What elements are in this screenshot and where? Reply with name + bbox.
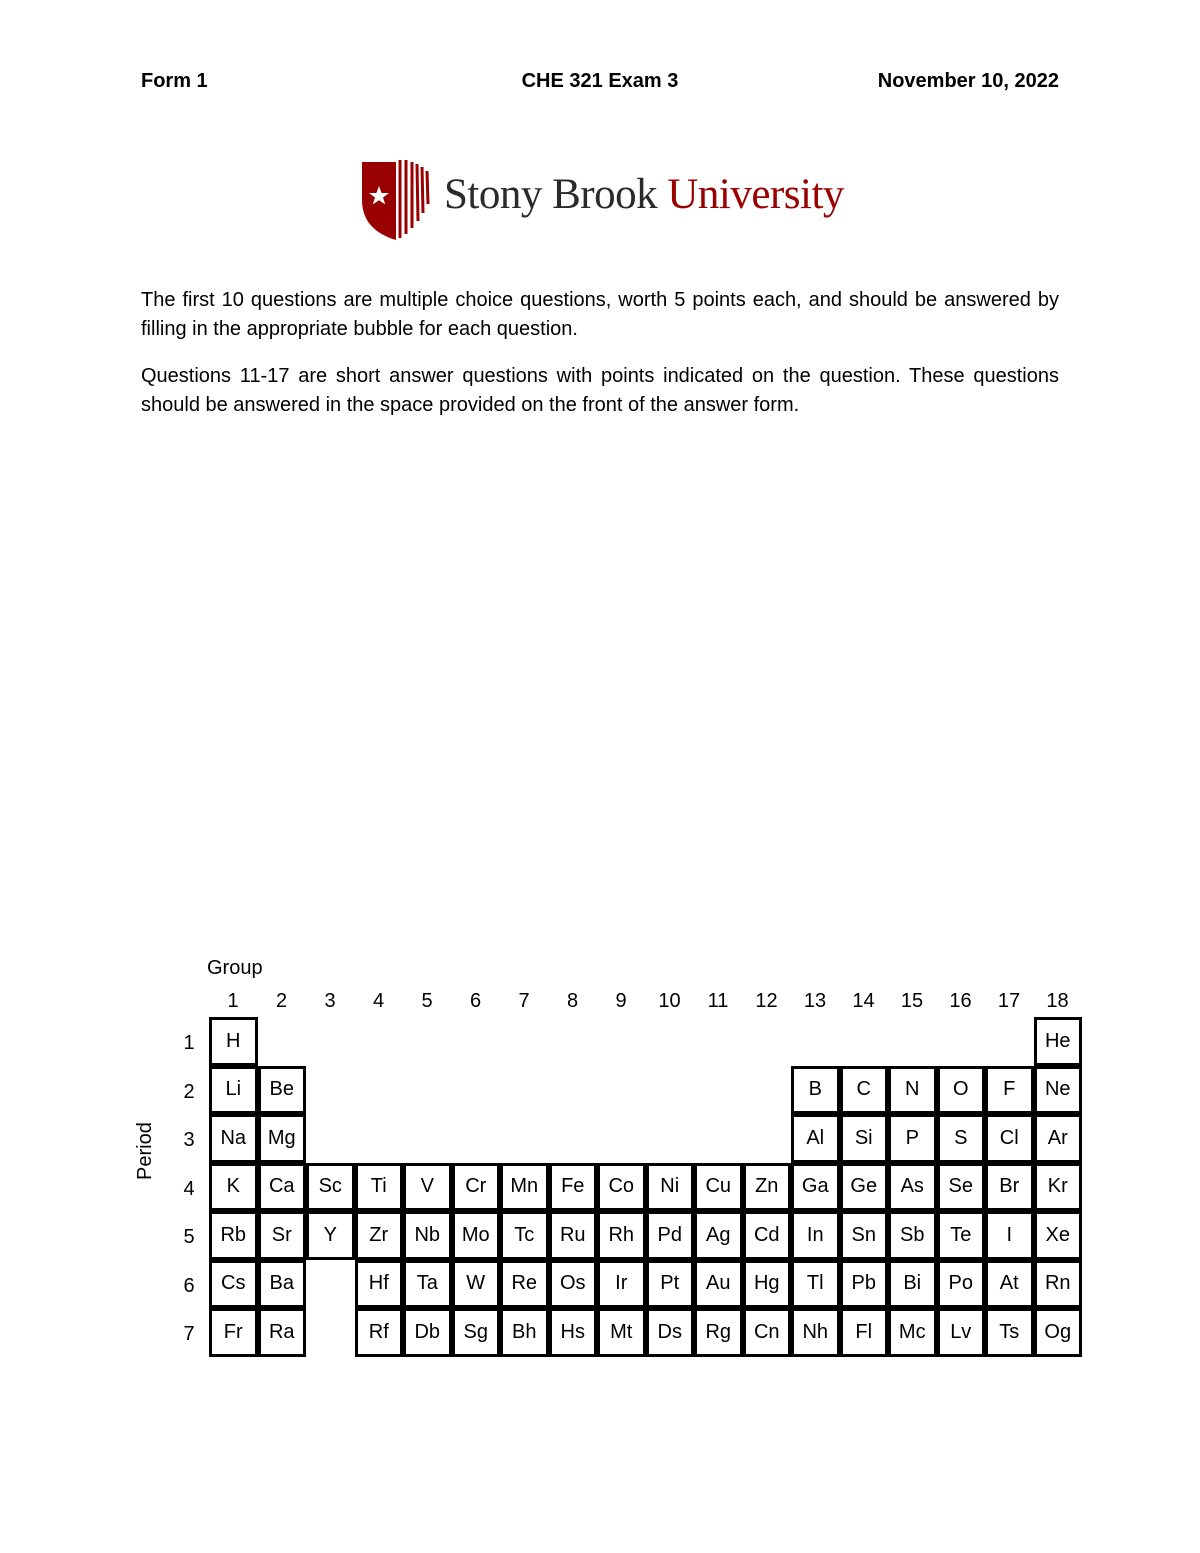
element-hf: Hf [355,1260,404,1309]
element-si: Si [840,1114,889,1163]
element-hs: Hs [549,1308,598,1357]
element-nb: Nb [403,1211,452,1260]
element-nh: Nh [791,1308,840,1357]
element-w: W [452,1260,501,1309]
period-number-3: 3 [183,1129,195,1151]
group-number-8: 8 [566,990,579,1012]
element-o: O [937,1066,986,1115]
element-p: P [888,1114,937,1163]
group-number-15: 15 [900,990,924,1012]
instructions-short-answer: Questions 11-17 are short answer questions with points indicated on the question. These questions should be answered in the space provided on the front of the answer form. [141,365,1059,416]
form-number: Form 1 [141,70,208,92]
element-ts: Ts [985,1308,1034,1357]
element-cs: Cs [209,1260,258,1309]
element-bi: Bi [888,1260,937,1309]
element-c: C [840,1066,889,1115]
group-number-7: 7 [518,990,530,1012]
element-s: S [937,1114,986,1163]
element-te: Te [937,1211,986,1260]
element-ta: Ta [403,1260,452,1309]
element-ds: Ds [646,1308,695,1357]
element-os: Os [549,1260,598,1309]
element-rb: Rb [209,1211,258,1260]
element-kr: Kr [1034,1163,1083,1212]
element-he: He [1034,1017,1083,1066]
element-cu: Cu [694,1163,743,1212]
exam-date: November 10, 2022 [877,70,1059,92]
element-pd: Pd [646,1211,695,1260]
element-rn: Rn [1034,1260,1083,1309]
element-ge: Ge [840,1163,889,1212]
group-axis-label: Group [207,957,263,979]
group-number-13: 13 [803,990,827,1012]
element-hg: Hg [743,1260,792,1309]
element-li: Li [209,1066,258,1115]
element-h: H [209,1017,258,1066]
element-cd: Cd [743,1211,792,1260]
element-sg: Sg [452,1308,501,1357]
element-ir: Ir [597,1260,646,1309]
element-in: In [791,1211,840,1260]
element-pb: Pb [840,1260,889,1309]
element-og: Og [1034,1308,1083,1357]
element-sn: Sn [840,1211,889,1260]
element-po: Po [937,1260,986,1309]
group-number-18: 18 [1046,990,1069,1012]
element-sc: Sc [306,1163,355,1212]
element-tc: Tc [500,1211,549,1260]
element-i: I [985,1211,1034,1260]
element-y: Y [306,1211,355,1260]
element-rg: Rg [694,1308,743,1357]
element-ne: Ne [1034,1066,1083,1115]
element-fl: Fl [840,1308,889,1357]
period-number-4: 4 [183,1177,195,1200]
group-number-9: 9 [615,990,627,1012]
element-ti: Ti [355,1163,404,1212]
element-ba: Ba [258,1260,307,1309]
period-axis-label: Period [134,1122,156,1180]
university-name-part1: Stony Brook [444,171,658,218]
element-xe: Xe [1034,1211,1083,1260]
element-f: F [985,1066,1034,1115]
element-rh: Rh [597,1211,646,1260]
element-al: Al [791,1114,840,1163]
element-ru: Ru [549,1211,598,1260]
university-shield-icon [360,158,432,242]
group-number-17: 17 [997,990,1021,1012]
group-number-1: 1 [227,990,239,1012]
element-co: Co [597,1163,646,1212]
group-number-11: 11 [707,990,729,1012]
element-mc: Mc [888,1308,937,1357]
university-logo [360,158,860,242]
element-mg: Mg [258,1114,307,1163]
university-name-part2: University [667,171,844,218]
group-number-14: 14 [852,990,875,1012]
element-be: Be [258,1066,307,1115]
element-as: As [888,1163,937,1212]
element-re: Re [500,1260,549,1309]
element-sb: Sb [888,1211,937,1260]
element-b: B [791,1066,840,1115]
element-at: At [985,1260,1034,1309]
period-number-5: 5 [183,1226,195,1248]
element-fe: Fe [549,1163,598,1212]
group-number-6: 6 [469,990,482,1012]
period-number-6: 6 [183,1274,195,1297]
element-ar: Ar [1034,1114,1083,1163]
element-na: Na [209,1114,258,1163]
period-number-7: 7 [183,1323,195,1345]
group-number-5: 5 [421,990,433,1012]
element-ga: Ga [791,1163,840,1212]
element-pt: Pt [646,1260,695,1309]
group-number-12: 12 [755,990,778,1012]
element-ni: Ni [646,1163,695,1212]
element-rf: Rf [355,1308,404,1357]
group-number-2: 2 [275,990,288,1012]
element-ca: Ca [258,1163,307,1212]
element-cl: Cl [985,1114,1034,1163]
element-ra: Ra [258,1308,307,1357]
group-number-4: 4 [372,990,385,1012]
element-zr: Zr [355,1211,404,1260]
element-db: Db [403,1308,452,1357]
element-n: N [888,1066,937,1115]
instructions [141,286,1059,438]
element-se: Se [937,1163,986,1212]
element-cn: Cn [743,1308,792,1357]
element-ag: Ag [694,1211,743,1260]
group-number-3: 3 [324,990,336,1012]
element-bh: Bh [500,1308,549,1357]
element-tl: Tl [791,1260,840,1309]
group-number-16: 16 [949,990,972,1012]
element-sr: Sr [258,1211,307,1260]
element-mo: Mo [452,1211,501,1260]
group-number-10: 10 [658,990,681,1012]
element-lv: Lv [937,1308,986,1357]
instructions-multiple-choice: The first 10 questions are multiple choice questions, worth 5 points each, and should be answered by filling in the appropriate bubble for each question. [141,289,1059,340]
element-mn: Mn [500,1163,549,1212]
period-number-2: 2 [183,1080,195,1103]
element-v: V [403,1163,452,1212]
period-number-1: 1 [183,1032,195,1054]
element-zn: Zn [743,1163,792,1212]
element-cr: Cr [452,1163,501,1212]
element-mt: Mt [597,1308,646,1357]
element-br: Br [985,1163,1034,1212]
university-name [444,170,844,219]
element-k: K [209,1163,258,1212]
element-fr: Fr [209,1308,258,1357]
exam-title: CHE 321 Exam 3 [521,70,679,92]
element-au: Au [694,1260,743,1309]
